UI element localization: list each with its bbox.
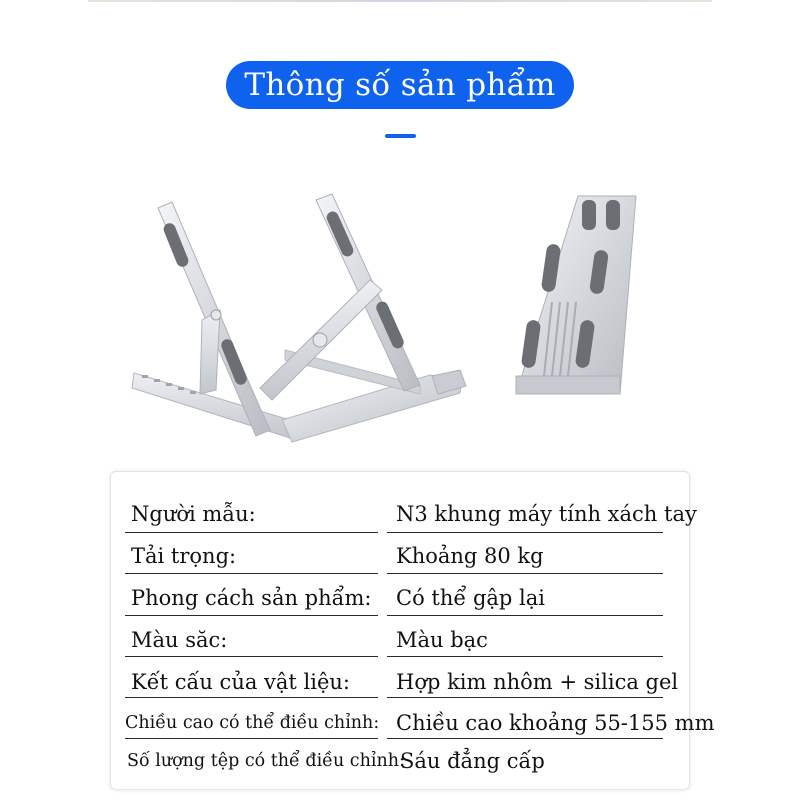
row-divider: [125, 573, 378, 574]
spec-label: Phong cách sản phẩm:: [131, 585, 372, 610]
section-title-badge: [226, 61, 574, 109]
spec-row-material: [111, 661, 689, 702]
row-divider: [387, 615, 663, 616]
row-divider: [387, 697, 663, 698]
spec-row-style: [111, 577, 689, 618]
row-divider: [387, 656, 663, 657]
spec-value: Có thể gập lại: [396, 585, 545, 610]
row-divider: [387, 573, 663, 574]
row-divider: [125, 532, 378, 533]
spec-row-load: [111, 535, 689, 576]
section-title: Thông số sản phẩm: [244, 67, 556, 103]
product-photo: [120, 180, 700, 450]
spec-value: Hợp kim nhôm + silica gel: [396, 669, 679, 694]
title-underline: [385, 134, 416, 138]
spec-table: [110, 471, 715, 790]
row-divider: [387, 532, 663, 533]
spec-label: Số lượng tệp có thể điều chỉnh:: [127, 750, 405, 771]
spec-row-levels: [111, 740, 689, 781]
row-divider: [125, 615, 378, 616]
spec-label: Màu săc:: [131, 627, 228, 652]
spec-row-height: [111, 702, 715, 743]
spec-value: Sáu đẳng cấp: [400, 748, 545, 773]
row-divider: [125, 738, 378, 739]
spec-value: Khoảng 80 kg: [396, 543, 544, 568]
spec-value: Màu bạc: [396, 627, 488, 652]
spec-label: Chiều cao có thể điều chỉnh:: [125, 712, 380, 733]
laptop-stand-open-icon: [132, 194, 466, 442]
row-divider: [387, 738, 663, 739]
spec-row-color: [111, 619, 689, 660]
spec-label: Người mẫu:: [131, 501, 256, 526]
row-divider: [125, 697, 378, 698]
spec-label: Tải trọng:: [131, 543, 237, 568]
spec-row-model: [111, 493, 697, 534]
row-divider: [125, 656, 378, 657]
spec-value: Chiều cao khoảng 55-155 mm: [396, 710, 715, 735]
spec-value: N3 khung máy tính xách tay: [396, 501, 697, 526]
spec-label: Kết cấu của vật liệu:: [131, 669, 350, 694]
top-divider: [88, 0, 712, 2]
laptop-stand-folded-icon: [516, 196, 636, 394]
